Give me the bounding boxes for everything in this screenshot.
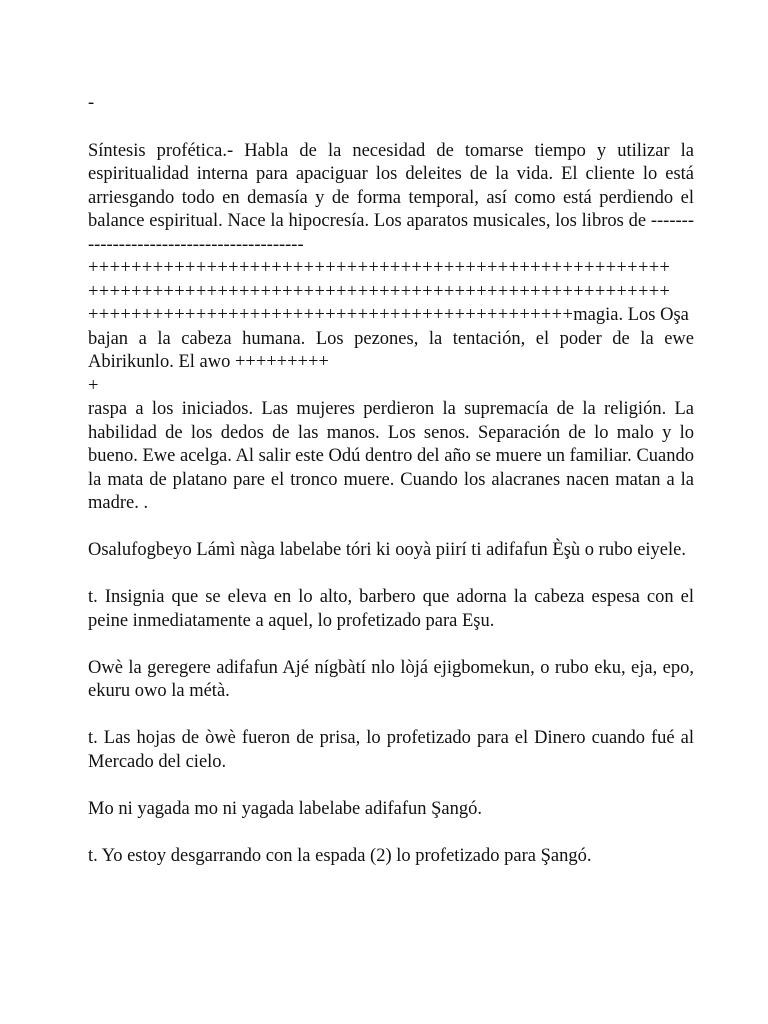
synthesis-text-part3: raspa a los iniciados. Las mujeres perdieron la supremacía de la religión. La habilidad de los dedos de las manos. Los senos. Separación de lo malo y lo bueno. Ewe acelga. Al salir este Odú dentro del año se muere un familiar. Cuando la mata de platano pare el tronco muere. Cuando los alacranes nacen matan a la madre. .	[88, 399, 694, 513]
plus-line-3-prefix: +++++++++++++++++++++++++++++++++++++++++++++	[88, 305, 574, 325]
plus-line-3	[88, 304, 694, 328]
leading-dash: -	[88, 93, 95, 113]
plus-line-3-suffix: magia. Los Oşa	[573, 305, 689, 325]
document-page	[88, 92, 694, 892]
plus-line-2: ++++++++++++++++++++++++++++++++++++++++++++++++++++++	[88, 281, 671, 302]
translation-1: t. Insignia que se eleva en lo alto, barbero que adorna la cabeza espesa con el peine inmediatamente a aquel, lo profetizado para Eşu.	[88, 587, 694, 631]
translation-2: t. Las hojas de òwè fueron de prisa, lo profetizado para el Dinero cuando fué al Mercado del cielo.	[88, 728, 694, 772]
synthesis-text-part2: bajan a la cabeza humana. Los pezones, la tentación, el poder de la ewe Abirikunlo. El awo +++++++++	[88, 328, 694, 372]
verse-3: Mo ni yagada mo ni yagada labelabe adifafun Şangó.	[88, 798, 483, 819]
synthesis-text-part1: Síntesis profética.- Habla de la necesidad de tomarse tiempo y utilizar la espiritualidad interna para apaciguar los deleites de la vida. El cliente lo está arriesgando todo en demasía y de forma temporal, así como está perdiendo el balance espiritual. Nace la hipocresía. Los aparatos musicales, los libros de ------------------------------------------	[88, 140, 694, 255]
prophetic-synthesis	[88, 140, 694, 516]
verse-1: Osalufogbeyo Lámì nàga labelabe tóri ki ooyà piirí ti adifafun Èşù o rubo eiyele.	[88, 540, 686, 560]
single-plus: +	[88, 375, 99, 396]
translation-3: t. Yo estoy desgarrando con la espada (2) lo profetizado para Şangó.	[88, 845, 592, 866]
plus-line-1: ++++++++++++++++++++++++++++++++++++++++++++++++++++++	[88, 258, 671, 278]
verse-2: Owè la geregere adifafun Ajé nígbàtí nlo lòjá ejigbomekun, o rubo eku, eja, epo, ekuru owo la métà.	[88, 657, 694, 701]
